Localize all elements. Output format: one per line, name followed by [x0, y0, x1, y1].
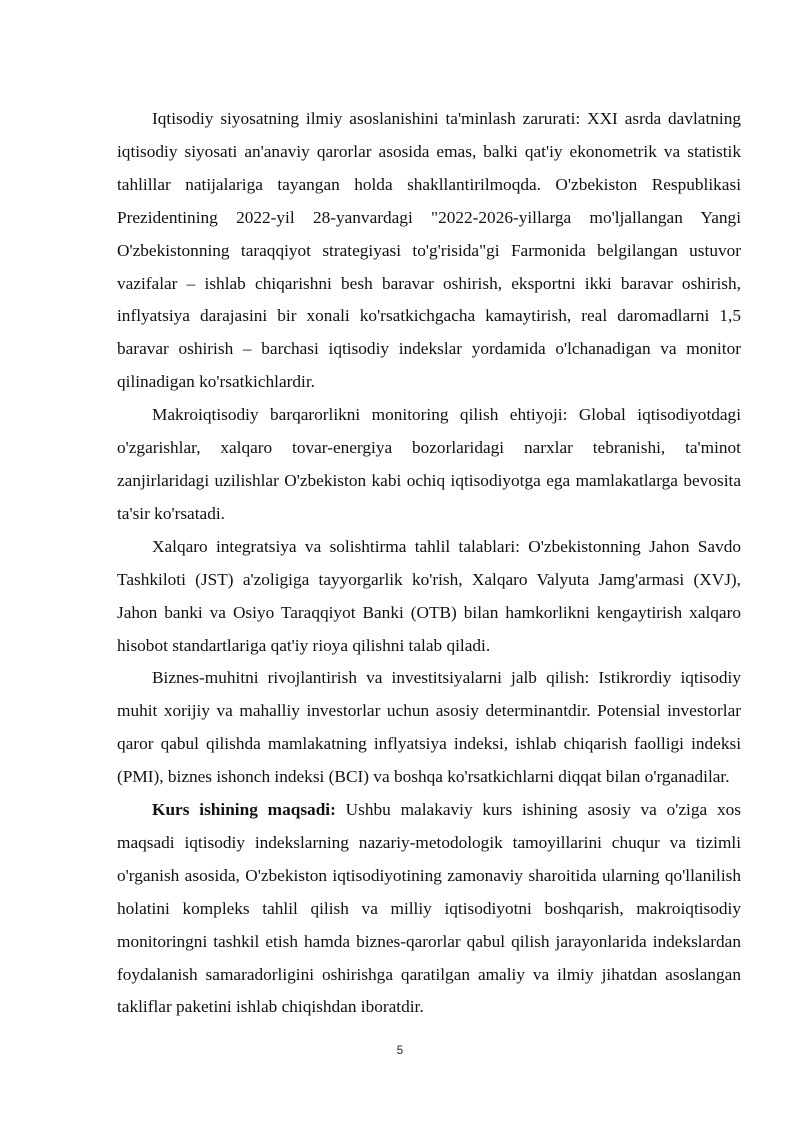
paragraph-course-goal: [117, 794, 741, 1024]
page-number: 5: [396, 1045, 404, 1057]
paragraph-policy-rationale: [117, 103, 741, 399]
paragraph-text: Xalqaro integratsiya va solishtirma tahlil talablari: O'zbekistonning Jahon Savdo Tashkiloti (JST) a'zoligiga tayyorgarlik ko'rish, Xalqaro Valyuta Jamg'armasi (XVJ), Jahon banki va Osiyo Taraqqiyot Banki (OTB) bilan hamkorlikni kengaytirish xalqaro hisobot standartlariga qat'iy rioya qilishni talab qiladi.: [117, 536, 741, 655]
paragraph-text: Makroiqtisodiy barqarorlikni monitoring qilish ehtiyoji: Global iqtisodiyotdagi o'zgarishlar, xalqaro tovar-energiya bozorlaridagi narxlar tebranishi, ta'minot zanjirlaridagi uzilishlar O'zbekiston kabi ochiq iqtisodiyotga ega mamlakatlarga bevosita ta'sir ko'rsatadi.: [117, 405, 741, 523]
paragraph-business-environment: [117, 662, 741, 794]
paragraph-international-integration: [117, 531, 741, 663]
paragraph-text: Biznes-muhitni rivojlantirish va investitsiyalarni jalb qilish: Istikrordiy iqtisodiy muhit xorijiy va mahalliy investorlar uchun asosiy determinantdir. Potensial investorlar qaror qabul qilishda mamlakatning inflyatsiya indeksi, ishlab chiqarish faolligi indeksi (PMI), biznes ishonch indeksi (BCI) va boshqa ko'rsatkichlarni diqqat bilan o'rganadilar.: [117, 668, 741, 787]
paragraph-macro-stability: [117, 399, 741, 531]
paragraph-text: Ushbu malakaviy kurs ishining asosiy va o'ziga xos maqsadi iqtisodiy indekslarning nazariy-metodologik tamoyillarini chuqur va tizimli o'rganish asosida, O'zbekiston iqtisodiyotining zamonaviy sharoitida ularning qo'llanilish holatini kompleks tahlil qilish va milliy iqtisodiyotni boshqarish, makroiqtisodiy monitoringni tashkil etish hamda biznes-qarorlar qabul qilish jarayonlarida indekslardan foydalanish samaradorligini oshirishga qaratilgan amaliy va ilmiy jihatdan asoslangan takliflar paketini ishlab chiqishdan iboratdir.: [117, 800, 741, 1017]
paragraph-lead-bold: Kurs ishining maqsadi:: [152, 800, 336, 820]
document-body: [117, 103, 741, 1024]
paragraph-text: Iqtisodiy siyosatning ilmiy asoslanishini ta'minlash zarurati: XXI asrda davlatning iqtisodiy siyosati an'anaviy qarorlar asosida emas, balki qat'iy ekonometrik va statistik tahlillar natijalariga tayangan holda shakllantirilmoqda. O'zbekiston Respublikasi Prezidentining 2022-yil 28-yanvardagi "2022-2026-yillarga mo'ljallangan Yangi O'zbekistonning taraqqiyot strategiyasi to'g'risida"gi Farmonida belgilangan ustuvor vazifalar – ishlab chiqarishni besh baravar oshirish, eksportni ikki baravar oshirish, inflyatsiya darajasini bir xonali ko'rsatkichgacha kamaytirish, real daromadlarni 1,5 baravar oshirish – barchasi iqtisodiy indekslar yordamida o'lchanadigan va monitor qilinadigan ko'rsatkichlardir.: [117, 109, 741, 392]
